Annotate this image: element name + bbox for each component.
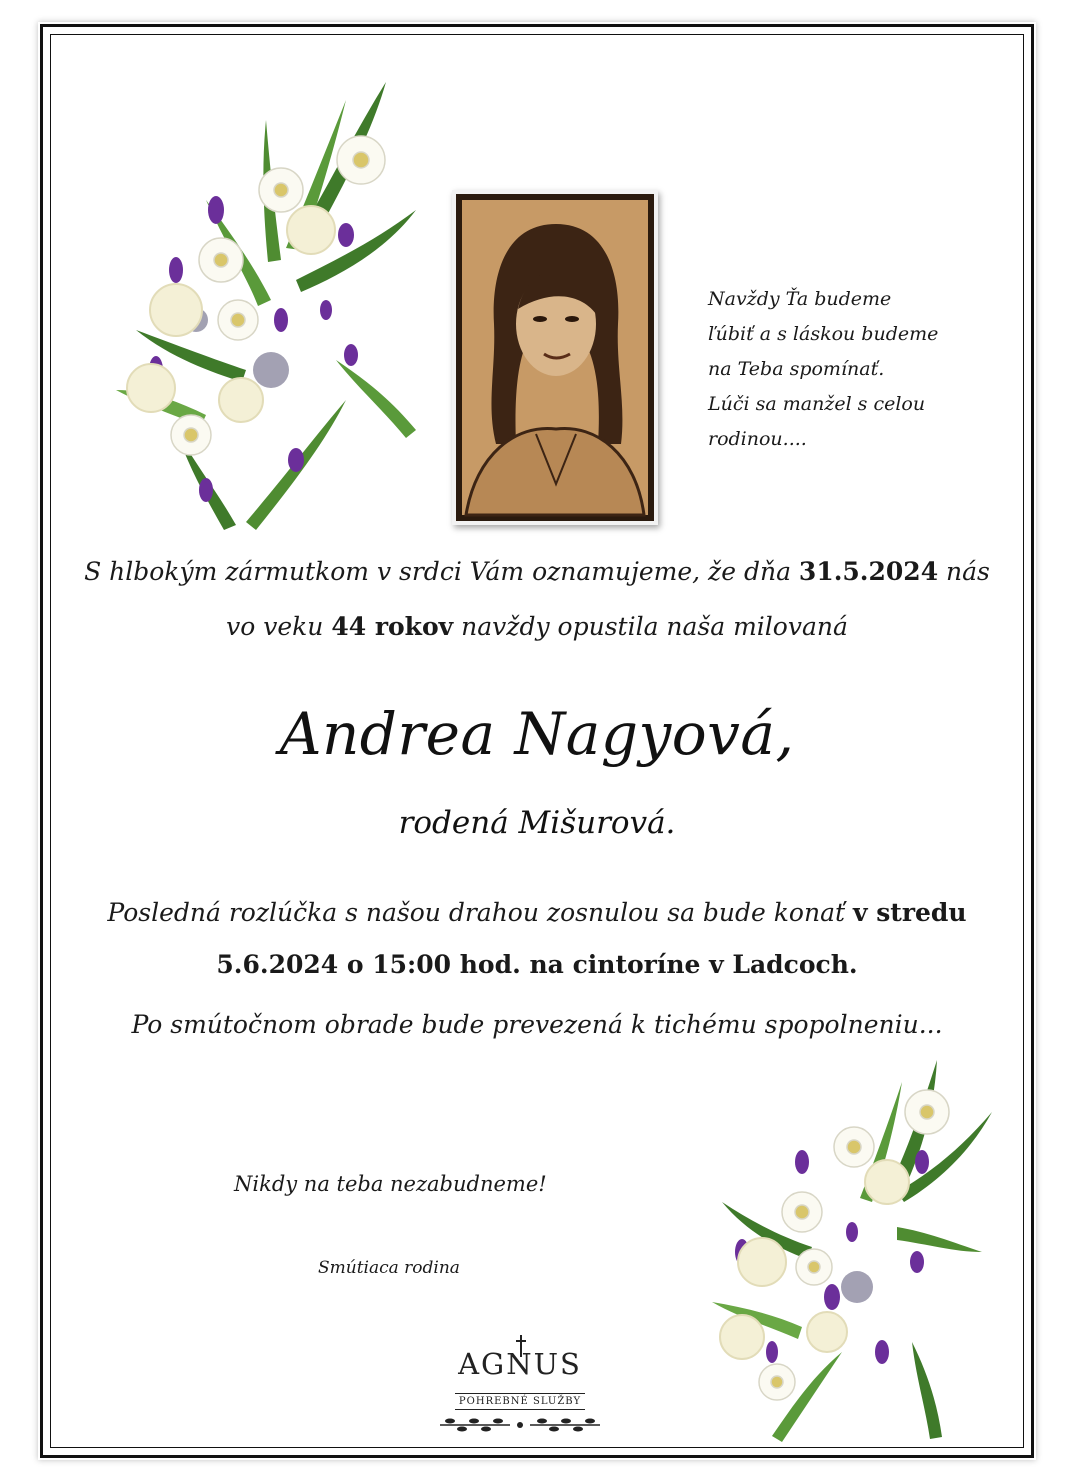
maiden-name: rodená Mišurová.: [398, 805, 676, 841]
portrait-image: [456, 194, 654, 521]
announcement-line-1: S hlbokým zármutkom v srdci Vám oznamujeme, že dňa 31.5.2024 nás: [84, 557, 990, 586]
family-signature: Smútiaca rodina: [318, 1258, 460, 1278]
bouquet-bottom-right: [682, 1052, 1002, 1447]
farewell-line-3: Po smútočnom obrade bude prevezená k tichému spopolneniu...: [131, 1010, 943, 1039]
laurel-icon: [430, 1413, 610, 1435]
farewell-line-2: [60, 950, 1014, 979]
logo-subtitle: POHREBNÉ SLUŽBY: [455, 1393, 585, 1410]
death-date: 31.5.2024: [798, 557, 939, 586]
gerberas: [171, 136, 385, 455]
poem-line: ľúbiť a s láskou budeme: [708, 323, 939, 345]
never-forget: Nikdy na teba nezabudneme!: [234, 1172, 547, 1196]
logo-name: AGNUS: [458, 1347, 582, 1381]
portrait-frame: [452, 190, 658, 525]
poem-line: rodinou....: [708, 428, 807, 450]
poem: [708, 282, 1008, 457]
poem-line: Lúči sa manžel s celou: [708, 393, 926, 415]
farewell-line-1: Posledná rozlúčka s našou drahou zosnulou sa bude konať v stredu: [107, 898, 967, 927]
agnus-logo: [430, 1335, 610, 1435]
farewell-details: 5.6.2024 o 15:00 hod. na cintoríne v Ladcoch.: [216, 950, 858, 979]
announcement-line-2: vo veku 44 rokov navždy opustila naša milovaná: [226, 612, 848, 641]
poem-line: na Teba spomínať.: [708, 358, 885, 380]
age: 44 rokov: [331, 612, 454, 641]
farewell-day: v stredu: [852, 898, 967, 927]
bouquet-top-left: [96, 70, 446, 540]
poem-line: Navždy Ťa budeme: [708, 288, 892, 310]
deceased-name: Andrea Nagyová,: [279, 700, 795, 768]
